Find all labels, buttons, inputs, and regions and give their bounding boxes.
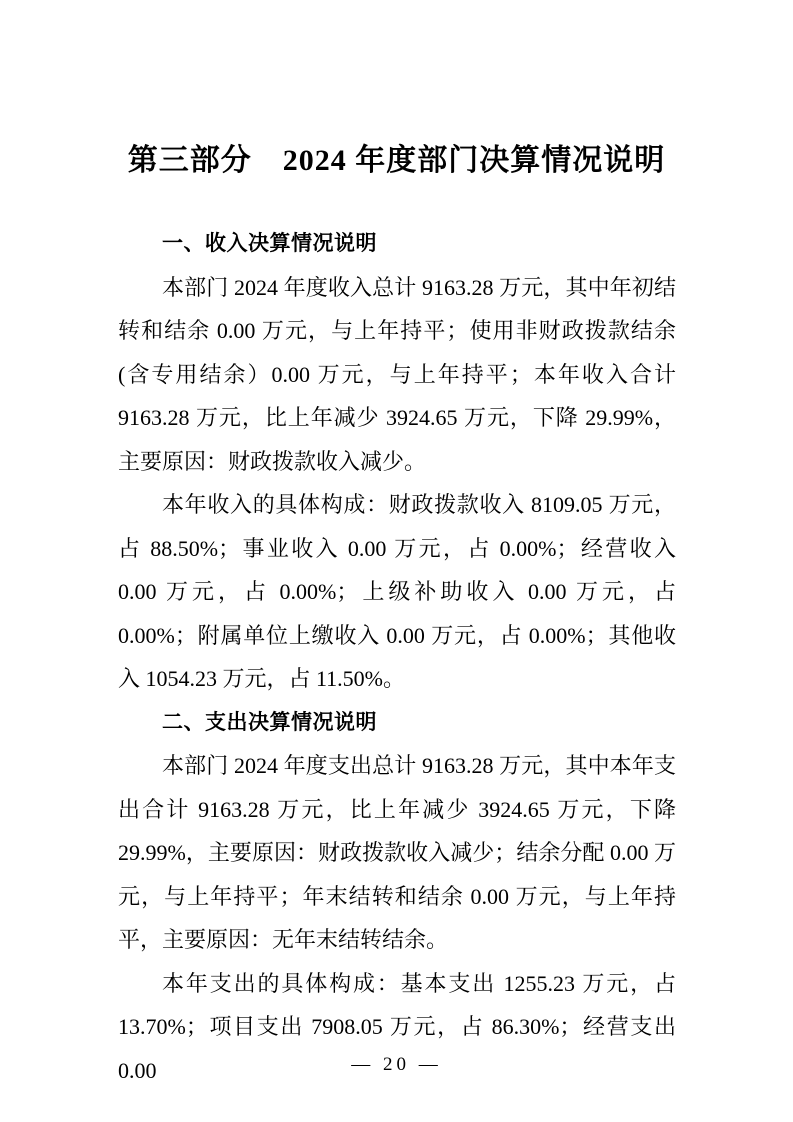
paragraph-expenditure-composition: 本年支出的具体构成：基本支出 1255.23 万元，占 13.70%；项目支出 7908.05 万元，占 86.30%；经营支出 0.00 <box>118 970 676 1083</box>
document-title: 第三部分 2024 年度部门决算情况说明 <box>127 144 666 177</box>
section-heading-income: 一、收入决算情况说明 <box>162 232 377 255</box>
paragraph-income-summary: 本部门 2024 年度收入总计 9163.28 万元，其中年初结转和结余 0.00 万元，与上年持平；使用非财政拨款结余(含专用结余）0.00 万元，与上年持平；本年收入合计 9163.28 万元，比上年减少 3924.65 万元，下降 29.99%，主要原因：财政拨款收入减少。 <box>118 274 676 474</box>
document-body <box>118 222 676 1092</box>
paragraph-expenditure-summary: 本部门 2024 年度支出总计 9163.28 万元，其中本年支出合计 9163.28 万元，比上年减少 3924.65 万元，下降 29.99%，主要原因：财政拨款收入减少；结余分配 0.00 万元，与上年持平；年末结转和结余 0.00 万元，与上年持平，主要原因：无年末结转结余。 <box>118 753 676 952</box>
paragraph-income-composition: 本年收入的具体构成：财政拨款收入 8109.05 万元，占 88.50%；事业收入 0.00 万元，占 0.00%；经营收入 0.00 万元，占 0.00%；上级补助收入 0.00 万元，占 0.00%；附属单位上缴收入 0.00 万元，占 0.00%；其他收入 1054.23 万元，占 11.50%。 <box>118 492 676 691</box>
section-heading-expenditure: 二、支出决算情况说明 <box>162 710 377 734</box>
page-number: — 20 — <box>351 1054 442 1075</box>
